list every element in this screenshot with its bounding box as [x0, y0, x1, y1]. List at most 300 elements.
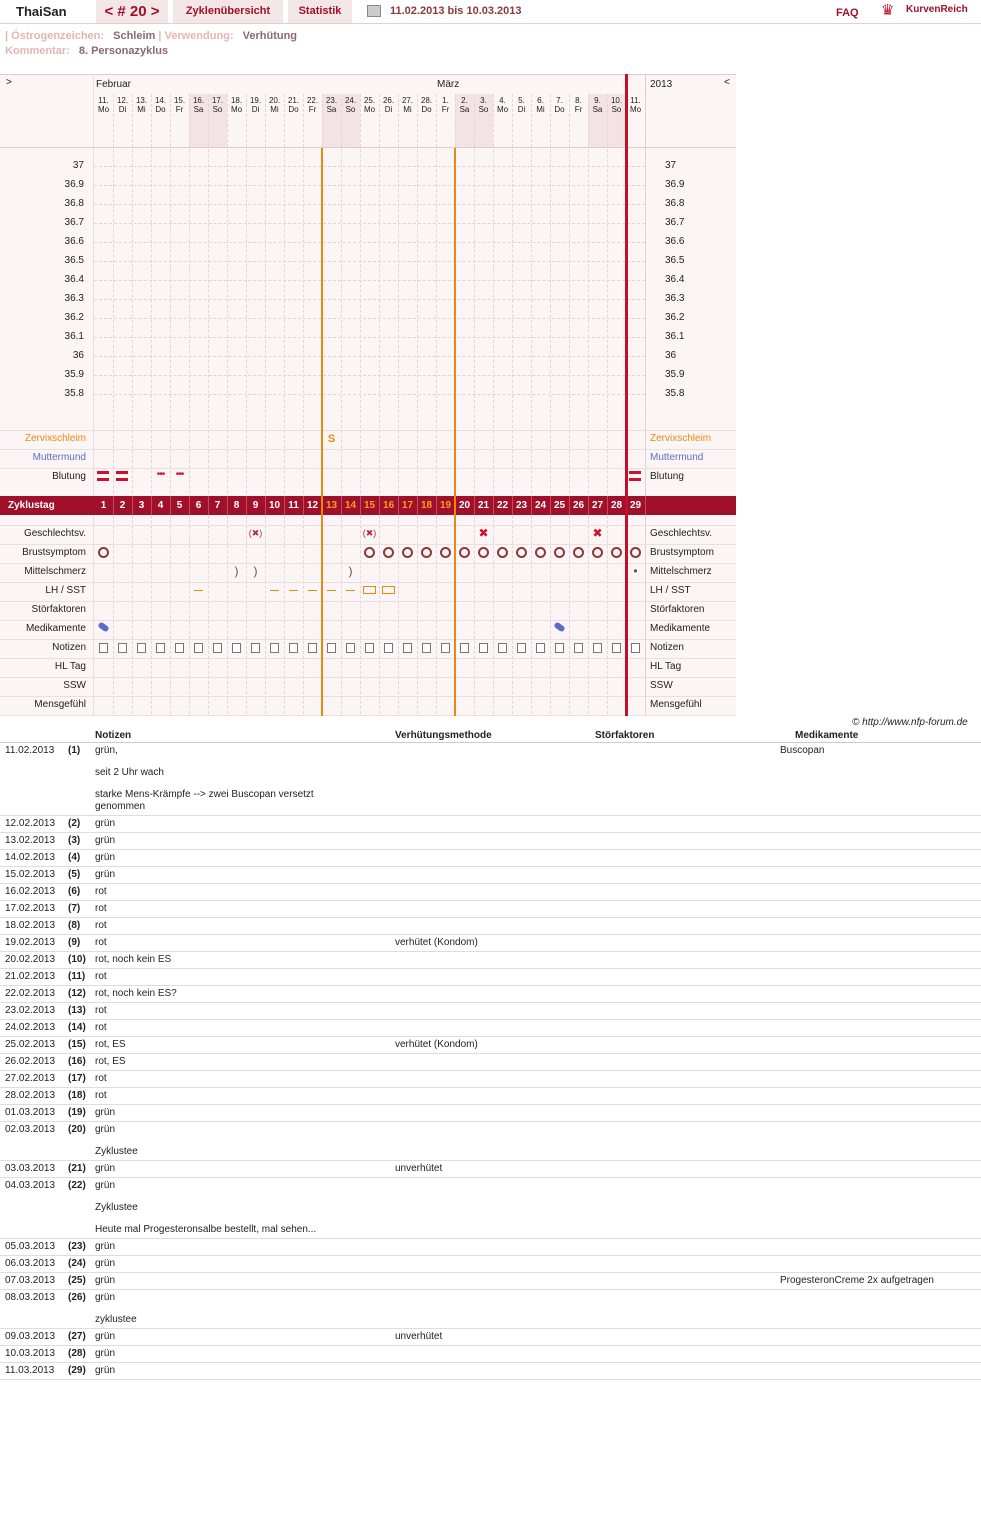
note-text: grün [95, 869, 116, 880]
row-label-right-brust: Brustsymptom [650, 547, 714, 558]
temp-label-right: 36.4 [665, 274, 685, 285]
grid-col-line [607, 94, 608, 714]
note-icon[interactable] [555, 643, 564, 653]
breast-symptom-icon [478, 547, 489, 558]
note-date: 19.02.2013 [5, 937, 56, 948]
temp-label-left: 36.8 [64, 198, 84, 209]
note-date: 26.02.2013 [5, 1056, 56, 1067]
row-label-mittel: Mittelschmerz [24, 566, 86, 577]
note-cycle-day: (7) [68, 903, 81, 914]
breast-symptom-icon [611, 547, 622, 558]
mittelschmerz-icon: ) [348, 564, 353, 578]
estrogen-value: Schleim [113, 30, 156, 42]
breast-symptom-icon [592, 547, 603, 558]
temp-label-left: 37 [72, 160, 84, 171]
day-number: 7. [556, 96, 563, 105]
note-text: grün [95, 818, 116, 829]
faq-link[interactable]: FAQ [836, 7, 859, 19]
note-text: rot [95, 1022, 107, 1033]
weekday-label: So [478, 105, 489, 114]
note-icon[interactable] [213, 643, 222, 653]
note-icon[interactable] [612, 643, 621, 653]
note-cycle-day: (29) [68, 1365, 86, 1376]
day-number: 26. [382, 96, 395, 105]
note-icon[interactable] [251, 643, 260, 653]
cycle-day-number: 7 [214, 500, 221, 511]
medication-pill-icon [97, 621, 109, 632]
temp-grid-line [94, 204, 645, 205]
row-label-right-gv: Geschlechtsv. [650, 528, 713, 539]
cycle-nav[interactable]: < # 20 > [96, 0, 168, 23]
weekday-label: Mo [363, 105, 376, 114]
note-icon[interactable] [137, 643, 146, 653]
note-text: rot, noch kein ES [95, 954, 172, 965]
note-row [0, 952, 981, 969]
day-number: 14. [154, 96, 167, 105]
row-label-right-hl: HL Tag [650, 661, 682, 672]
note-cycle-day: (19) [68, 1107, 86, 1118]
note-cycle-day: (27) [68, 1331, 86, 1342]
note-icon[interactable] [308, 643, 317, 653]
note-date: 20.02.2013 [5, 954, 56, 965]
temp-grid-line [94, 242, 645, 243]
intercourse-protected-icon: (✖) [362, 528, 377, 538]
peak-marker [454, 148, 456, 716]
note-row [0, 884, 981, 901]
note-row [0, 1122, 981, 1161]
note-icon[interactable] [517, 643, 526, 653]
intercourse-protected-icon: (✖) [248, 528, 263, 538]
breast-symptom-icon [630, 547, 641, 558]
note-row [0, 833, 981, 850]
cycle-day-number: 20 [458, 500, 471, 511]
cycle-day-number: 4 [157, 500, 164, 511]
note-icon[interactable] [327, 643, 336, 653]
chart-nav-right[interactable]: < [724, 77, 730, 88]
mittelschmerz-icon: • [633, 564, 638, 578]
grid-col-line [303, 94, 304, 714]
cycle-day-number: 9 [252, 500, 259, 511]
note-row [0, 1239, 981, 1256]
cycle-day-number: 11 [288, 500, 299, 511]
lh-dash-icon [346, 590, 355, 591]
cycle-day-number: 28 [610, 500, 623, 511]
copyright: © http://www.nfp-forum.de [852, 717, 968, 728]
day-number: 23. [325, 96, 338, 105]
note-date: 23.02.2013 [5, 1005, 56, 1016]
day-number: 11. [630, 96, 641, 105]
row-label-hl: HL Tag [54, 661, 86, 672]
chart-nav-left[interactable]: > [6, 77, 12, 88]
temp-label-left: 36.7 [64, 217, 84, 228]
month-march: März [437, 79, 460, 90]
note-contraception: unverhütet [395, 1163, 443, 1174]
cycle-day-number: 16 [382, 500, 395, 511]
note-contraception: verhütet (Kondom) [395, 937, 478, 948]
breast-symptom-icon [459, 547, 470, 558]
intercourse-unprotected-icon: ✖ [592, 526, 603, 540]
note-row [0, 1003, 981, 1020]
day-number: 1. [442, 96, 449, 105]
crown-logo-icon: ♛ [881, 2, 895, 19]
note-icon[interactable] [175, 643, 184, 653]
cycle-day-number: 8 [233, 500, 240, 511]
temp-label-left: 35.9 [64, 369, 84, 380]
note-cycle-day: (14) [68, 1022, 86, 1033]
row-label-notizen: Notizen [52, 642, 86, 653]
grid-col-line [379, 94, 380, 714]
note-date: 01.03.2013 [5, 1107, 56, 1118]
note-text: grün [95, 1107, 116, 1118]
medication-pill-icon [553, 621, 565, 632]
grid-col-line [208, 94, 209, 714]
note-row [0, 1161, 981, 1178]
note-row [0, 816, 981, 833]
row-label-medi: Medikamente [25, 623, 86, 634]
grid-col-line [398, 94, 399, 714]
blood-heavy-icon [97, 471, 109, 481]
note-row [0, 1020, 981, 1037]
grid-col-line [189, 94, 190, 714]
notes-header-notizen: Notizen [95, 730, 132, 741]
note-icon[interactable] [460, 643, 469, 653]
temp-label-right: 36.9 [665, 179, 685, 190]
day-number: 21. [287, 96, 300, 105]
note-icon[interactable] [365, 643, 374, 653]
grid-col-line [569, 94, 570, 714]
note-icon[interactable] [403, 643, 412, 653]
weekday-label: Sa [193, 105, 204, 114]
note-cycle-day: (24) [68, 1258, 86, 1269]
zervix-s-symbol: S [327, 433, 336, 445]
note-date: 04.03.2013 [5, 1180, 56, 1191]
username: ThaiSan [16, 4, 67, 19]
note-text: grün [95, 1348, 116, 1359]
note-text: rot [95, 1073, 107, 1084]
lh-dash-icon [289, 590, 298, 591]
weekday-label: Mo [629, 105, 642, 114]
meta-line-1: | Östrogenzeichen: Schleim | Verwendung: Verhütung [5, 30, 298, 42]
breast-symptom-icon [573, 547, 584, 558]
note-cycle-day: (4) [68, 852, 81, 863]
weekday-label: Fr [441, 105, 450, 114]
cycle-day-number: 29 [629, 500, 642, 511]
mittelschmerz-icon: ) [234, 564, 239, 578]
day-number: 9. [594, 96, 601, 105]
note-date: 17.02.2013 [5, 903, 56, 914]
weekday-label: Do [155, 105, 166, 114]
note-date: 28.02.2013 [5, 1090, 56, 1101]
temp-label-right: 35.9 [665, 369, 685, 380]
note-cycle-day: (17) [68, 1073, 86, 1084]
note-icon[interactable] [631, 643, 640, 653]
note-cycle-day: (15) [68, 1039, 86, 1050]
grid-col-line [493, 94, 494, 714]
note-row [0, 986, 981, 1003]
note-text: grün [95, 852, 116, 863]
breast-symptom-icon [421, 547, 432, 558]
cycle-day-number: 24 [534, 500, 547, 511]
day-number: 13. [135, 96, 148, 105]
note-text: grün [95, 1180, 116, 1191]
notes-header-medi: Medikamente [795, 730, 859, 741]
temp-label-right: 35.8 [665, 388, 685, 399]
usage-label: Verwendung: [164, 30, 234, 42]
weekday-label: Do [554, 105, 565, 114]
note-text: seit 2 Uhr wach [95, 767, 164, 778]
note-icon[interactable] [118, 643, 127, 653]
grid-col-line [170, 94, 171, 714]
weekday-label: Di [384, 105, 393, 114]
grid-col-line [531, 94, 532, 714]
note-date: 22.02.2013 [5, 988, 56, 999]
note-icon[interactable] [194, 643, 203, 653]
note-cycle-day: (6) [68, 886, 81, 897]
row-label-right-stoer: Störfaktoren [650, 604, 705, 615]
weekday-label: Mi [403, 105, 412, 114]
date-range: 11.02.2013 bis 10.03.2013 [390, 5, 522, 17]
note-icon[interactable] [479, 643, 488, 653]
usage-value: Verhütung [242, 30, 298, 42]
notes-header-stoer: Störfaktoren [595, 730, 655, 741]
temp-label-left: 36.3 [64, 293, 84, 304]
cycle-day-number: 27 [591, 500, 604, 511]
note-date: 24.02.2013 [5, 1022, 56, 1033]
cycle-day-number: 21 [477, 500, 490, 511]
note-icon[interactable] [574, 643, 583, 653]
note-date: 08.03.2013 [5, 1292, 56, 1303]
lh-dash-icon [327, 590, 336, 591]
note-icon[interactable] [156, 643, 165, 653]
note-date: 11.02.2013 [5, 745, 55, 756]
note-row [0, 1037, 981, 1054]
note-cycle-day: (22) [68, 1180, 86, 1191]
cycle-day-number: 25 [553, 500, 566, 511]
month-february: Februar [96, 79, 132, 90]
row-label-ssw: SSW [63, 680, 86, 691]
tab-statistik[interactable]: Statistik [288, 0, 352, 23]
breast-symptom-icon [364, 547, 375, 558]
weekday-label: Di [517, 105, 526, 114]
row-label-blutung: Blutung [52, 471, 86, 482]
temp-label-right: 36.6 [665, 236, 685, 247]
weekday-label: Fr [308, 105, 317, 114]
note-date: 10.03.2013 [5, 1348, 56, 1359]
cover-line-marker [321, 148, 323, 716]
print-icon[interactable] [367, 5, 381, 17]
temp-label-left: 36.5 [64, 255, 84, 266]
note-row [0, 1346, 981, 1363]
temp-grid-line [94, 337, 645, 338]
lh-test-icon [363, 586, 376, 594]
note-icon[interactable] [384, 643, 393, 653]
note-text: rot, ES [95, 1056, 126, 1067]
grid-col-line [512, 94, 513, 714]
note-date: 05.03.2013 [5, 1241, 56, 1252]
note-date: 02.03.2013 [5, 1124, 56, 1135]
note-row [0, 1290, 981, 1329]
row-label-right-mens: Mensgefühl [650, 699, 702, 710]
day-number: 3. [480, 96, 487, 105]
note-cycle-day: (12) [68, 988, 86, 999]
note-text: grün [95, 1331, 116, 1342]
lh-dash-icon [308, 590, 317, 591]
note-date: 27.02.2013 [5, 1073, 56, 1084]
note-row [0, 867, 981, 884]
temp-grid-line [94, 299, 645, 300]
weekday-label: Fr [175, 105, 184, 114]
cycle-day-divider [645, 496, 646, 515]
note-text: rot [95, 971, 107, 982]
note-cycle-day: (5) [68, 869, 81, 880]
note-row [0, 850, 981, 867]
note-icon[interactable] [270, 643, 279, 653]
note-date: 16.02.2013 [5, 886, 56, 897]
note-icon[interactable] [99, 643, 108, 653]
note-icon[interactable] [232, 643, 241, 653]
cycle-day-number: 22 [496, 500, 509, 511]
grid-col-line [265, 94, 266, 714]
day-number: 11. [98, 96, 109, 105]
breast-symptom-icon [440, 547, 451, 558]
note-icon[interactable] [422, 643, 431, 653]
weekday-label: So [611, 105, 622, 114]
breast-symptom-icon [554, 547, 565, 558]
note-row [0, 743, 981, 816]
note-icon[interactable] [593, 643, 602, 653]
row-label-muttermund: Muttermund [32, 452, 86, 463]
blood-light-icon: ••• [156, 469, 165, 480]
temp-label-left: 35.8 [64, 388, 84, 399]
note-cycle-day: (23) [68, 1241, 86, 1252]
row-label-brust: Brustsymptom [22, 547, 86, 558]
note-date: 13.02.2013 [5, 835, 56, 846]
note-text: grün [95, 1163, 116, 1174]
grid-col-line [341, 94, 342, 714]
weekday-label: Mo [496, 105, 509, 114]
breast-symptom-icon [497, 547, 508, 558]
row-label-right-ssw: SSW [650, 680, 673, 691]
note-cycle-day: (2) [68, 818, 81, 829]
row-label-gv: Geschlechtsv. [23, 528, 86, 539]
temp-grid-line [94, 223, 645, 224]
temp-label-right: 37 [665, 160, 677, 171]
notes-header-verhuetung: Verhütungsmethode [395, 730, 492, 741]
note-icon[interactable] [289, 643, 298, 653]
weekday-label: Mo [230, 105, 243, 114]
weekday-label: So [212, 105, 223, 114]
note-text: rot [95, 1005, 107, 1016]
day-number: 5. [518, 96, 525, 105]
note-text: zyklustee [95, 1314, 137, 1325]
temp-grid-line [94, 356, 645, 357]
note-contraception: unverhütet [395, 1331, 443, 1342]
cycle-day-number: 17 [401, 500, 414, 511]
note-date: 06.03.2013 [5, 1258, 56, 1269]
brand-logo: KurvenReich [906, 4, 968, 15]
estrogen-label: Östrogenzeichen: [11, 30, 105, 42]
temp-grid-line [94, 280, 645, 281]
note-row [0, 1071, 981, 1088]
note-icon[interactable] [346, 643, 355, 653]
day-number: 24. [344, 96, 357, 105]
grid-col-line [588, 94, 589, 714]
note-text: grün [95, 1275, 116, 1286]
note-cycle-day: (3) [68, 835, 81, 846]
note-icon[interactable] [498, 643, 507, 653]
day-number: 8. [575, 96, 582, 105]
lh-dash-icon [270, 590, 279, 591]
note-icon[interactable] [536, 643, 545, 653]
breast-symptom-icon [535, 547, 546, 558]
weekday-label: Mi [137, 105, 146, 114]
row-label-right-lh: LH / SST [650, 585, 691, 596]
note-text: grün [95, 1258, 116, 1269]
grid-col-line [284, 94, 285, 714]
note-text: rot [95, 903, 107, 914]
cycle-day-number: 15 [363, 500, 376, 511]
tab-zyklenuebersicht[interactable]: Zyklenübersicht [173, 0, 283, 23]
temp-grid-line [94, 318, 645, 319]
temp-grid-line [94, 185, 645, 186]
temp-label-right: 36.8 [665, 198, 685, 209]
grid-col-line [645, 94, 646, 714]
cycle-day-number: 23 [515, 500, 528, 511]
note-text: starke Mens-Krämpfe --> zwei Buscopan versetzt [95, 789, 314, 800]
note-cycle-day: (1) [68, 745, 81, 756]
blood-heavy-icon [629, 471, 641, 481]
note-text: rot, ES [95, 1039, 126, 1050]
day-number: 15. [173, 96, 186, 105]
grid-col-line [227, 94, 228, 714]
weekday-label: Do [421, 105, 432, 114]
note-row [0, 918, 981, 935]
note-row [0, 1256, 981, 1273]
temp-label-right: 36.7 [665, 217, 685, 228]
day-number: 10. [610, 96, 623, 105]
weekday-label: Mi [270, 105, 279, 114]
grid-col-line [436, 94, 437, 714]
note-text: rot [95, 886, 107, 897]
note-cycle-day: (13) [68, 1005, 86, 1016]
cycle-day-number: 6 [195, 500, 202, 511]
cycle-day-number: 26 [572, 500, 585, 511]
day-number: 2. [461, 96, 468, 105]
note-cycle-day: (18) [68, 1090, 86, 1101]
temp-label-left: 36.1 [64, 331, 84, 342]
temp-grid-line [94, 261, 645, 262]
note-text: grün [95, 1365, 116, 1376]
cycle-day-number: 19 [439, 500, 452, 511]
note-cycle-day: (26) [68, 1292, 86, 1303]
breast-symptom-icon [383, 547, 394, 558]
day-number: 6. [537, 96, 544, 105]
cycle-day-number: 5 [176, 500, 183, 511]
day-number: 16. [192, 96, 205, 105]
note-icon[interactable] [441, 643, 450, 653]
cycle-day-number: 1 [100, 500, 107, 511]
weekday-label: Di [251, 105, 260, 114]
top-bar [0, 0, 981, 24]
note-text: grün [95, 835, 116, 846]
note-text: grün [95, 1241, 116, 1252]
note-cycle-day: (28) [68, 1348, 86, 1359]
weekday-label: Di [118, 105, 127, 114]
note-cycle-day: (21) [68, 1163, 86, 1174]
day-number: 19. [249, 96, 262, 105]
temp-label-left: 36.4 [64, 274, 84, 285]
cycle-day-number: 13 [325, 500, 338, 511]
